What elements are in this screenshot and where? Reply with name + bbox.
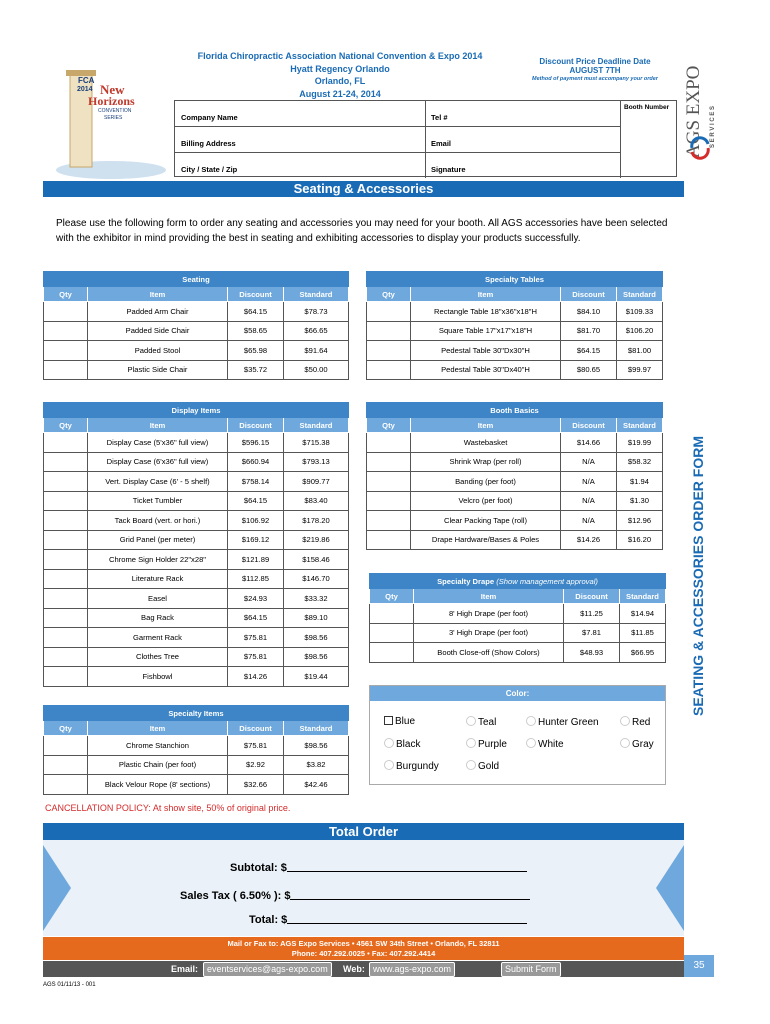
col-qty: Qty (367, 418, 411, 433)
standard-price: $158.46 (284, 550, 349, 570)
qty-input[interactable] (44, 608, 88, 628)
col-item: Item (411, 418, 561, 433)
qty-input[interactable] (44, 755, 88, 775)
standard-price: $50.00 (284, 360, 349, 380)
col-discount: Discount (561, 418, 617, 433)
standard-price: $98.56 (284, 736, 349, 756)
col-standard: Standard (617, 418, 663, 433)
web-label: Web: (343, 964, 365, 974)
total-order-title: Total Order (328, 824, 399, 839)
color-option-white[interactable] (526, 738, 564, 750)
color-title: Color: (370, 686, 665, 701)
table-row (44, 647, 349, 667)
web-link[interactable]: www.ags-expo.com (369, 962, 455, 977)
item-name: Velcro (per foot) (411, 491, 561, 511)
table-row (44, 589, 349, 609)
total-row (249, 914, 527, 926)
standard-price: $98.56 (284, 628, 349, 648)
col-standard: Standard (284, 287, 349, 302)
qty-input[interactable] (44, 775, 88, 795)
intro-text: Please use the following form to order any seating and accessories you may need for your booth. All AGS accessories have been selected with the exhibitor in mind providing the best in seating and exhibiting accessories to display your products successfully. (56, 218, 668, 244)
item-name: Chrome Stanchion (88, 736, 228, 756)
discount-price: $64.15 (561, 341, 617, 361)
table-row (367, 321, 663, 341)
event-venue: Hyatt Regency Orlando (290, 63, 390, 74)
item-name: Padded Arm Chair (88, 302, 228, 322)
table-row (44, 755, 349, 775)
color-option-purple[interactable] (466, 738, 507, 750)
color-option-black[interactable] (384, 738, 420, 750)
discount-price: $121.89 (228, 550, 284, 570)
logo-new: New (100, 82, 125, 97)
qty-input[interactable] (367, 360, 411, 380)
standard-price: $19.99 (617, 433, 663, 453)
standard-price: $14.94 (620, 604, 666, 624)
table-row (44, 667, 349, 687)
checkbox-icon (384, 716, 393, 725)
discount-price: $48.93 (564, 643, 620, 663)
standard-price: $33.32 (284, 589, 349, 609)
deadline-date: AUGUST 7TH (569, 66, 621, 75)
booth-basics-table (366, 402, 663, 550)
deadline-box (520, 57, 670, 84)
color-option-burgundy[interactable] (384, 760, 439, 772)
item-name: Clear Packing Tape (roll) (411, 511, 561, 531)
qty-input[interactable] (367, 530, 411, 550)
tax-row (180, 890, 530, 902)
col-discount: Discount (564, 589, 620, 604)
discount-price: N/A (561, 472, 617, 492)
table-row (44, 569, 349, 589)
discount-price: $11.25 (564, 604, 620, 624)
table-row (44, 491, 349, 511)
deadline-title: Discount Price Deadline Date (539, 57, 651, 66)
discount-price: N/A (561, 452, 617, 472)
radio-icon (526, 716, 536, 726)
discount-price: $65.98 (228, 341, 284, 361)
col-item: Item (88, 721, 228, 736)
item-name: Padded Stool (88, 341, 228, 361)
discount-price: $24.93 (228, 589, 284, 609)
col-qty: Qty (44, 287, 88, 302)
discount-price: $35.72 (228, 360, 284, 380)
col-discount: Discount (228, 721, 284, 736)
color-label: Gray (632, 739, 654, 750)
discount-price: $14.66 (561, 433, 617, 453)
color-label: Hunter Green (538, 717, 599, 728)
company-info-box (174, 100, 677, 177)
drape-note: (Show management approval) (496, 576, 598, 586)
email-link[interactable]: eventservices@ags-expo.com (203, 962, 332, 977)
col-discount: Discount (228, 418, 284, 433)
signature-field[interactable]: Signature (431, 165, 466, 174)
discount-price: $14.26 (228, 667, 284, 687)
qty-input[interactable] (367, 472, 411, 492)
discount-price: $58.65 (228, 321, 284, 341)
discount-price: $81.70 (561, 321, 617, 341)
qty-input[interactable] (44, 569, 88, 589)
qty-input[interactable] (44, 472, 88, 492)
footer-contact (43, 937, 684, 960)
table-row (370, 643, 666, 663)
ags-brand-sub: S E R V I C E S (710, 105, 716, 148)
discount-price: $84.10 (561, 302, 617, 322)
radio-icon (620, 716, 630, 726)
discount-price: $75.81 (228, 628, 284, 648)
table-row (44, 775, 349, 795)
table-row (44, 511, 349, 531)
item-name: 3' High Drape (per foot) (414, 623, 564, 643)
discount-price: $112.85 (228, 569, 284, 589)
discount-price: $596.15 (228, 433, 284, 453)
col-qty: Qty (44, 721, 88, 736)
discount-price: $32.66 (228, 775, 284, 795)
item-name: Wastebasket (411, 433, 561, 453)
table-row (370, 623, 666, 643)
table-row (44, 530, 349, 550)
col-standard: Standard (617, 287, 663, 302)
table-row (367, 302, 663, 322)
qty-input[interactable] (44, 530, 88, 550)
color-label: Teal (478, 717, 497, 728)
item-name: Literature Rack (88, 569, 228, 589)
table-row (44, 608, 349, 628)
standard-price: $42.46 (284, 775, 349, 795)
standard-price: $58.32 (617, 452, 663, 472)
qty-input[interactable] (44, 360, 88, 380)
qty-input[interactable] (44, 511, 88, 531)
fca-logo (52, 62, 170, 180)
item-name: Display Case (5'x36" full view) (88, 433, 228, 453)
discount-price: $106.92 (228, 511, 284, 531)
item-name: 8' High Drape (per foot) (414, 604, 564, 624)
table-row (44, 302, 349, 322)
item-name: Ticket Tumbler (88, 491, 228, 511)
item-name: Garment Rack (88, 628, 228, 648)
ags-brand: AGS EXPO (683, 65, 704, 158)
col-item: Item (414, 589, 564, 604)
col-discount: Discount (228, 287, 284, 302)
qty-input[interactable] (44, 321, 88, 341)
col-item: Item (88, 418, 228, 433)
side-title: SEATING & ACCESSORIES ORDER FORM (690, 435, 706, 716)
table-row (44, 321, 349, 341)
qty-input[interactable] (44, 550, 88, 570)
standard-price: $219.86 (284, 530, 349, 550)
deadline-note: Method of payment must accompany your order (532, 76, 658, 82)
item-name: Banding (per foot) (411, 472, 561, 492)
radio-icon (384, 738, 394, 748)
qty-input[interactable] (370, 623, 414, 643)
qty-input[interactable] (44, 647, 88, 667)
standard-price: $109.33 (617, 302, 663, 322)
footer-mail: Mail or Fax to: AGS Expo Services • 4561 SW 34th Street • Orlando, FL 32811 (227, 939, 500, 948)
event-header (175, 50, 505, 100)
tel-field[interactable]: Tel # (431, 113, 448, 122)
drape-title-text: Specialty Drape (437, 576, 495, 586)
display-items-table (43, 402, 349, 687)
standard-price: $99.97 (617, 360, 663, 380)
specialty-items-table (43, 705, 349, 795)
fca-logo-art (52, 62, 170, 180)
tax-label: Sales Tax ( 6.50% ): $ (180, 890, 291, 902)
col-standard: Standard (620, 589, 666, 604)
color-label: Burgundy (396, 761, 439, 772)
discount-price: $14.26 (561, 530, 617, 550)
radio-icon (620, 738, 630, 748)
event-dates: August 21-24, 2014 (299, 88, 381, 99)
table-row (367, 530, 663, 550)
item-name: Easel (88, 589, 228, 609)
qty-input[interactable] (367, 491, 411, 511)
footer-phone: Phone: 407.292.0025 • Fax: 407.292.4414 (291, 949, 436, 958)
color-label: Red (632, 717, 651, 728)
qty-input[interactable] (44, 667, 88, 687)
standard-price: $98.56 (284, 647, 349, 667)
table-row (367, 452, 663, 472)
table-row (44, 628, 349, 648)
qty-input[interactable] (44, 628, 88, 648)
standard-price: $1.94 (617, 472, 663, 492)
qty-input[interactable] (367, 302, 411, 322)
booth-basics-title: Booth Basics (367, 403, 663, 418)
radio-icon (466, 738, 476, 748)
color-option-gold[interactable] (466, 760, 499, 772)
total-input[interactable] (287, 914, 527, 924)
table-row (44, 472, 349, 492)
color-label: Blue (395, 716, 416, 727)
page-number: 35 (693, 960, 705, 971)
discount-price: $64.15 (228, 491, 284, 511)
color-option-red[interactable] (620, 716, 650, 728)
subtotal-row (230, 862, 527, 874)
table-row (44, 736, 349, 756)
billing-address-field[interactable]: Billing Address (181, 139, 236, 148)
table-row (367, 433, 663, 453)
qty-input[interactable] (44, 452, 88, 472)
item-name: Shrink Wrap (per roll) (411, 452, 561, 472)
discount-price: $758.14 (228, 472, 284, 492)
discount-price: $2.92 (228, 755, 284, 775)
qty-input[interactable] (367, 452, 411, 472)
standard-price: $78.73 (284, 302, 349, 322)
col-discount: Discount (561, 287, 617, 302)
table-row (367, 341, 663, 361)
color-option-teal[interactable] (466, 716, 496, 728)
standard-price: $12.96 (617, 511, 663, 531)
item-name: Plastic Side Chair (88, 360, 228, 380)
table-row (367, 472, 663, 492)
total-order-bar (43, 823, 684, 840)
item-name: Vert. Display Case (6' - 5 shelf) (88, 472, 228, 492)
standard-price: $81.00 (617, 341, 663, 361)
logo-horizons: Horizons (88, 94, 135, 108)
color-panel (369, 685, 666, 785)
col-qty: Qty (367, 287, 411, 302)
qty-input[interactable] (367, 321, 411, 341)
item-name: Clothes Tree (88, 647, 228, 667)
item-name: Rectangle Table 18"x36"x18"H (411, 302, 561, 322)
discount-price: $64.15 (228, 608, 284, 628)
section-title: Seating & Accessories (293, 181, 434, 196)
col-item: Item (411, 287, 561, 302)
item-name: Booth Close-off (Show Colors) (414, 643, 564, 663)
logo-series: SERIES (104, 115, 123, 121)
table-row (44, 550, 349, 570)
email-field[interactable]: Email (431, 139, 452, 148)
discount-price: $64.15 (228, 302, 284, 322)
standard-price: $146.70 (284, 569, 349, 589)
table-row (370, 604, 666, 624)
standard-price: $91.64 (284, 341, 349, 361)
qty-input[interactable] (367, 341, 411, 361)
item-name: Black Velour Rope (8' sections) (88, 775, 228, 795)
total-label: Total: $ (249, 914, 288, 926)
item-name: Chrome Sign Holder 22"x28" (88, 550, 228, 570)
qty-input[interactable] (44, 589, 88, 609)
item-name: Drape Hardware/Bases & Poles (411, 530, 561, 550)
table-row (44, 341, 349, 361)
display-items-title: Display Items (44, 403, 349, 418)
seating-table (43, 271, 349, 380)
qty-input[interactable] (370, 604, 414, 624)
standard-price: $106.20 (617, 321, 663, 341)
item-name: Pedestal Table 30"Dx40"H (411, 360, 561, 380)
page-number-tab (684, 955, 714, 977)
form-code: AGS 01/11/13 - 001 (43, 982, 96, 988)
discount-price: N/A (561, 491, 617, 511)
discount-price: $169.12 (228, 530, 284, 550)
qty-input[interactable] (44, 433, 88, 453)
subtotal-label: Subtotal: $ (230, 862, 287, 874)
item-name: Padded Side Chair (88, 321, 228, 341)
event-name: Florida Chiropractic Association National Convention & Expo 2014 (197, 51, 483, 61)
section-title-bar (43, 181, 684, 197)
standard-price: $3.82 (284, 755, 349, 775)
item-name: Bag Rack (88, 608, 228, 628)
standard-price: $83.40 (284, 491, 349, 511)
ags-swirl-icon (688, 136, 712, 160)
qty-input[interactable] (367, 511, 411, 531)
color-option-blue[interactable] (384, 716, 415, 727)
item-name: Pedestal Table 30"Dx30"H (411, 341, 561, 361)
specialty-tables-title: Specialty Tables (367, 272, 663, 287)
color-label: Gold (478, 761, 500, 772)
cancellation-policy: CANCELLATION POLICY: At show site, 50% of original price. (45, 803, 291, 813)
col-standard: Standard (284, 418, 349, 433)
qty-input[interactable] (44, 491, 88, 511)
event-city: Orlando, FL (314, 76, 366, 86)
ags-logo-icon (688, 136, 712, 160)
standard-price: $715.38 (284, 433, 349, 453)
qty-input[interactable] (370, 643, 414, 663)
standard-price: $16.20 (617, 530, 663, 550)
discount-price: $80.65 (561, 360, 617, 380)
seating-title: Seating (44, 272, 349, 287)
standard-price: $909.77 (284, 472, 349, 492)
discount-price: $75.81 (228, 647, 284, 667)
table-row (44, 452, 349, 472)
col-item: Item (88, 287, 228, 302)
standard-price: $178.20 (284, 511, 349, 531)
color-label: Purple (478, 739, 507, 750)
qty-input[interactable] (44, 302, 88, 322)
booth-number-field[interactable]: Booth Number (624, 104, 670, 111)
discount-price: $75.81 (228, 736, 284, 756)
item-name: Square Table 17"x17"x18"H (411, 321, 561, 341)
item-name: Display Case (6'x36" full view) (88, 452, 228, 472)
logo-convention: CONVENTION (98, 108, 132, 114)
specialty-items-title: Specialty Items (44, 706, 349, 721)
color-option-hunter-green[interactable] (526, 716, 599, 728)
radio-icon (526, 738, 536, 748)
company-name-field[interactable]: Company Name (181, 113, 238, 122)
item-name: Plastic Chain (per foot) (88, 755, 228, 775)
logo-fca: FCA (78, 76, 95, 85)
standard-price: $1.30 (617, 491, 663, 511)
standard-price: $66.95 (620, 643, 666, 663)
radio-icon (384, 760, 394, 770)
email-label: Email: (171, 964, 199, 974)
radio-icon (466, 716, 476, 726)
city-state-zip-field[interactable]: City / State / Zip (181, 165, 238, 174)
qty-input[interactable] (44, 736, 88, 756)
logo-year: 2014 (77, 86, 93, 93)
specialty-tables-table (366, 271, 663, 380)
table-row (44, 433, 349, 453)
radio-icon (466, 760, 476, 770)
standard-price: $66.65 (284, 321, 349, 341)
tax-input[interactable] (290, 890, 530, 900)
item-name: Tack Board (vert. or hori.) (88, 511, 228, 531)
item-name: Grid Panel (per meter) (88, 530, 228, 550)
table-row (367, 360, 663, 380)
qty-input[interactable] (367, 433, 411, 453)
color-label: Black (396, 739, 421, 750)
col-standard: Standard (284, 721, 349, 736)
specialty-drape-title (370, 574, 666, 589)
standard-price: $19.44 (284, 667, 349, 687)
standard-price: $793.13 (284, 452, 349, 472)
color-option-gray[interactable] (620, 738, 654, 750)
item-name: Fishbowl (88, 667, 228, 687)
standard-price: $11.85 (620, 623, 666, 643)
table-row (367, 511, 663, 531)
subtotal-input[interactable] (287, 862, 527, 872)
color-label: White (538, 739, 564, 750)
discount-price: $7.81 (564, 623, 620, 643)
submit-form-button[interactable]: Submit Form (501, 962, 561, 977)
discount-price: N/A (561, 511, 617, 531)
table-row (44, 360, 349, 380)
footer-bar (43, 961, 684, 977)
col-qty: Qty (370, 589, 414, 604)
standard-price: $89.10 (284, 608, 349, 628)
qty-input[interactable] (44, 341, 88, 361)
table-row (367, 491, 663, 511)
discount-price: $660.94 (228, 452, 284, 472)
col-qty: Qty (44, 418, 88, 433)
specialty-drape-table (369, 573, 666, 663)
